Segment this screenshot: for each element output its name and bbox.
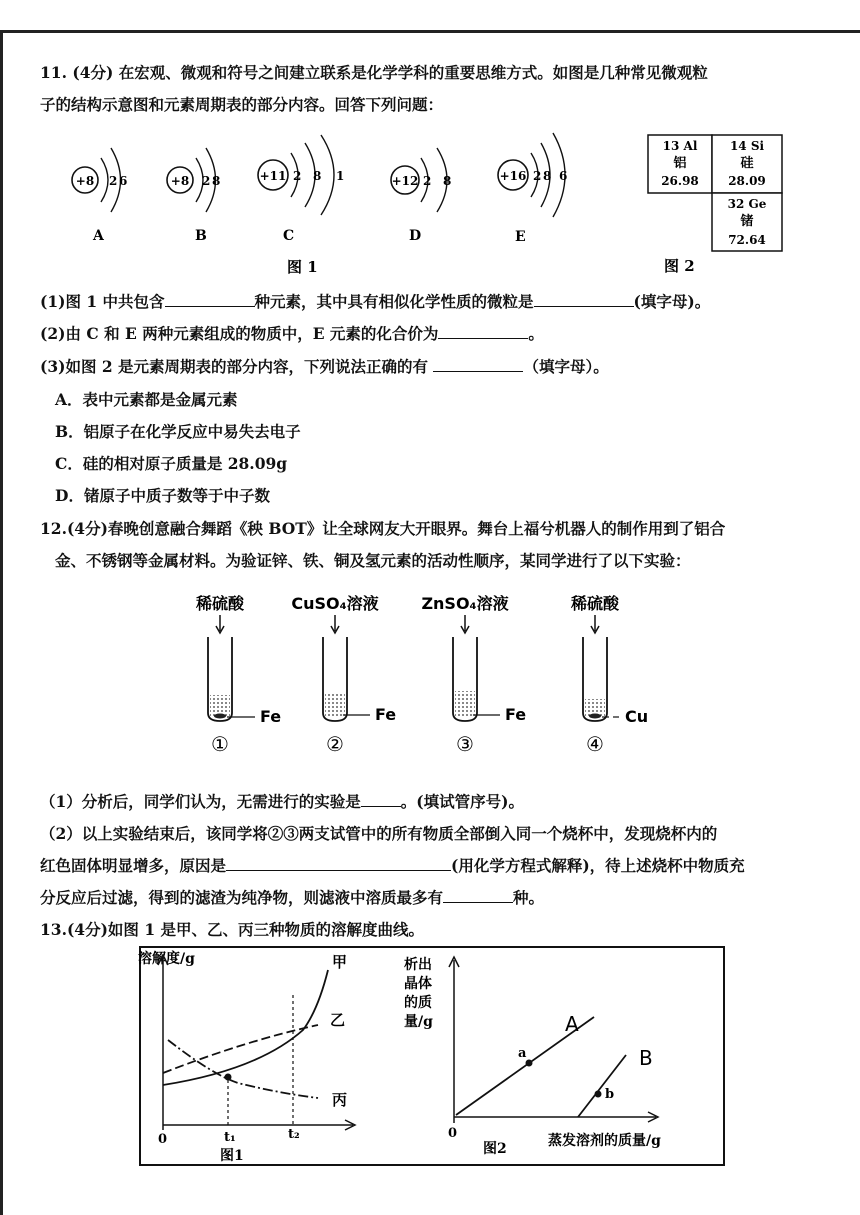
svg-text:1: 1 — [336, 169, 345, 183]
svg-text:硅: 硅 — [740, 156, 754, 171]
q12-stem-line1: 12.(4分)春晚创意融合舞蹈《秧 BOT》让全球网友大开眼界。舞台上福兮机器人的制作用到了铝合 — [40, 519, 726, 538]
svg-text:14 Si: 14 Si — [729, 139, 765, 153]
answer-blank[interactable] — [361, 792, 401, 807]
q13-stem: 13.(4分)如图 1 是甲、乙、丙三种物质的溶解度曲线。 — [40, 920, 424, 939]
atom-c-letter: C — [283, 228, 295, 244]
figure1-caption: 图 1 — [287, 258, 318, 276]
q13-solubility-figures — [138, 945, 728, 1170]
fig1-caption: 图1 — [220, 1148, 244, 1164]
atom-a — [72, 148, 127, 244]
fig1-origin: 0 — [158, 1132, 168, 1147]
page-border-top — [0, 30, 860, 33]
svg-text:锗: 锗 — [740, 214, 754, 229]
test-tube-2 — [291, 594, 396, 756]
q11-part1: (1)图 1 中共包含 种元素，其中具有相似化学性质的微粒是 (填字母)。 — [40, 292, 711, 311]
svg-text:Fe: Fe — [260, 707, 282, 726]
line-b-label: B — [639, 1046, 653, 1070]
svg-text:晶体: 晶体 — [404, 976, 432, 992]
svg-text:+11: +11 — [259, 169, 287, 183]
tube-number-3: ③ — [456, 732, 474, 756]
svg-text:Fe: Fe — [375, 705, 397, 724]
q11-figure2-periodic-table — [640, 130, 800, 275]
atom-a-letter: A — [93, 228, 104, 244]
svg-text:6: 6 — [559, 169, 568, 183]
q11-option-d: D．锗原子中质子数等于中子数 — [55, 486, 270, 505]
q12-stem-line2: 金、不锈钢等金属材料。为验证锌、铁、铜及氢元素的活动性顺序，某同学进行了以下实验： — [55, 551, 691, 570]
page-border-left — [0, 30, 3, 1215]
q12-part2-line1: （2）以上实验结束后，该同学将②③两支试管中的所有物质全部倒入同一个烧杯中，发现烧杯内的 — [40, 824, 718, 843]
q12-part1: （1）分析后，同学们认为，无需进行的实验是 。(填试管序号)。 — [40, 792, 524, 811]
svg-text:8: 8 — [313, 169, 322, 183]
svg-text:13 Al: 13 Al — [662, 139, 698, 153]
tube-number-2: ② — [326, 732, 344, 756]
svg-text:+8: +8 — [75, 174, 95, 188]
svg-text:72.64: 72.64 — [728, 233, 766, 247]
answer-blank[interactable] — [165, 292, 255, 307]
fig1-t1: t₁ — [224, 1130, 236, 1145]
curve-label-bing: 丙 — [332, 1091, 348, 1109]
curve-label-yi: 乙 — [330, 1011, 346, 1029]
curve-bing — [168, 1040, 318, 1098]
atom-e — [498, 133, 567, 245]
q12-part2-line3: 分反应后过滤，得到的滤渣为纯净物，则滤液中溶质最多有 种。 — [40, 888, 545, 907]
svg-text:2: 2 — [293, 169, 302, 183]
svg-text:量/g: 量/g — [404, 1014, 433, 1030]
tube-number-4: ④ — [586, 732, 604, 756]
atom-d — [391, 148, 451, 244]
svg-text:8: 8 — [543, 169, 552, 183]
svg-text:ZnSO₄溶液: ZnSO₄溶液 — [421, 594, 509, 613]
q11-figure1-atom-diagrams — [55, 120, 615, 280]
line-a-label: A — [565, 1012, 579, 1036]
q11-part3: (3)如图 2 是元素周期表的部分内容，下列说法正确的有 （填字母）。 — [40, 357, 609, 376]
svg-text:2: 2 — [202, 174, 211, 188]
svg-text:8: 8 — [443, 174, 452, 188]
q12-part2-line2: 红色固体明显增多，原因是 (用化学方程式解释)，待上述烧杯中物质充 — [40, 856, 745, 875]
svg-text:28.09: 28.09 — [728, 174, 766, 188]
test-tube-3 — [421, 594, 526, 756]
svg-text:的质: 的质 — [404, 995, 432, 1011]
tube-number-1: ① — [211, 732, 229, 756]
atom-e-letter: E — [515, 229, 526, 245]
svg-text:Fe: Fe — [505, 705, 527, 724]
svg-text:CuSO₄溶液: CuSO₄溶液 — [291, 594, 379, 613]
answer-blank[interactable] — [534, 292, 634, 307]
svg-text:稀硫酸: 稀硫酸 — [195, 594, 245, 613]
answer-blank[interactable] — [438, 324, 528, 339]
point-b-label: b — [605, 1087, 615, 1102]
fig1-y-axis-label: 溶解度/g — [138, 951, 195, 967]
q11-option-c: C．硅的相对原子质量是 28.09g — [55, 454, 288, 473]
atom-d-letter: D — [409, 228, 422, 244]
fig1-t2: t₂ — [288, 1127, 300, 1142]
q11-stem-line2: 子的结构示意图和元素周期表的部分内容。回答下列问题： — [40, 95, 444, 114]
svg-text:铝: 铝 — [673, 156, 687, 171]
curve-label-jia: 甲 — [332, 953, 348, 971]
svg-text:8: 8 — [212, 174, 221, 188]
line-b — [578, 1055, 626, 1117]
q11-part2: (2)由 C 和 E 两种元素组成的物质中，E 元素的化合价为 。 — [40, 324, 544, 343]
svg-text:Cu: Cu — [625, 707, 649, 726]
answer-blank[interactable] — [226, 856, 451, 871]
fig2-x-axis-label: 蒸发溶剂的质量/g — [548, 1133, 661, 1149]
answer-blank[interactable] — [433, 357, 523, 372]
svg-text:析出: 析出 — [404, 957, 432, 973]
svg-text:2: 2 — [423, 174, 432, 188]
svg-text:+12: +12 — [391, 174, 419, 188]
svg-text:26.98: 26.98 — [661, 174, 699, 188]
atom-b — [167, 148, 220, 244]
test-tube-4 — [570, 594, 648, 756]
svg-text:6: 6 — [119, 174, 128, 188]
figure2-caption: 图 2 — [664, 257, 695, 275]
fig2-caption: 图2 — [483, 1141, 507, 1157]
atom-c — [258, 135, 344, 244]
q11-option-b: B．铝原子在化学反应中易失去电子 — [55, 422, 301, 441]
svg-text:+8: +8 — [170, 174, 190, 188]
q11-option-a: A．表中元素都是金属元素 — [55, 390, 238, 409]
point-a-label: a — [518, 1046, 527, 1061]
svg-text:稀硫酸: 稀硫酸 — [570, 594, 620, 613]
svg-text:2: 2 — [109, 174, 118, 188]
solubility-curve-figure — [138, 950, 355, 1164]
answer-blank[interactable] — [443, 888, 513, 903]
fig2-origin: 0 — [448, 1126, 458, 1141]
svg-text:2: 2 — [533, 169, 542, 183]
atom-b-letter: B — [195, 228, 207, 244]
svg-text:+16: +16 — [499, 169, 527, 183]
crystal-mass-figure — [404, 956, 661, 1157]
q12-test-tubes-figure — [170, 585, 710, 765]
q11-stem-line1: 11. (4分) 在宏观、微观和符号之间建立联系是化学学科的重要思维方式。如图是几种常见微观粒 — [40, 63, 708, 82]
test-tube-1 — [195, 594, 281, 756]
svg-text:32 Ge: 32 Ge — [727, 197, 767, 211]
